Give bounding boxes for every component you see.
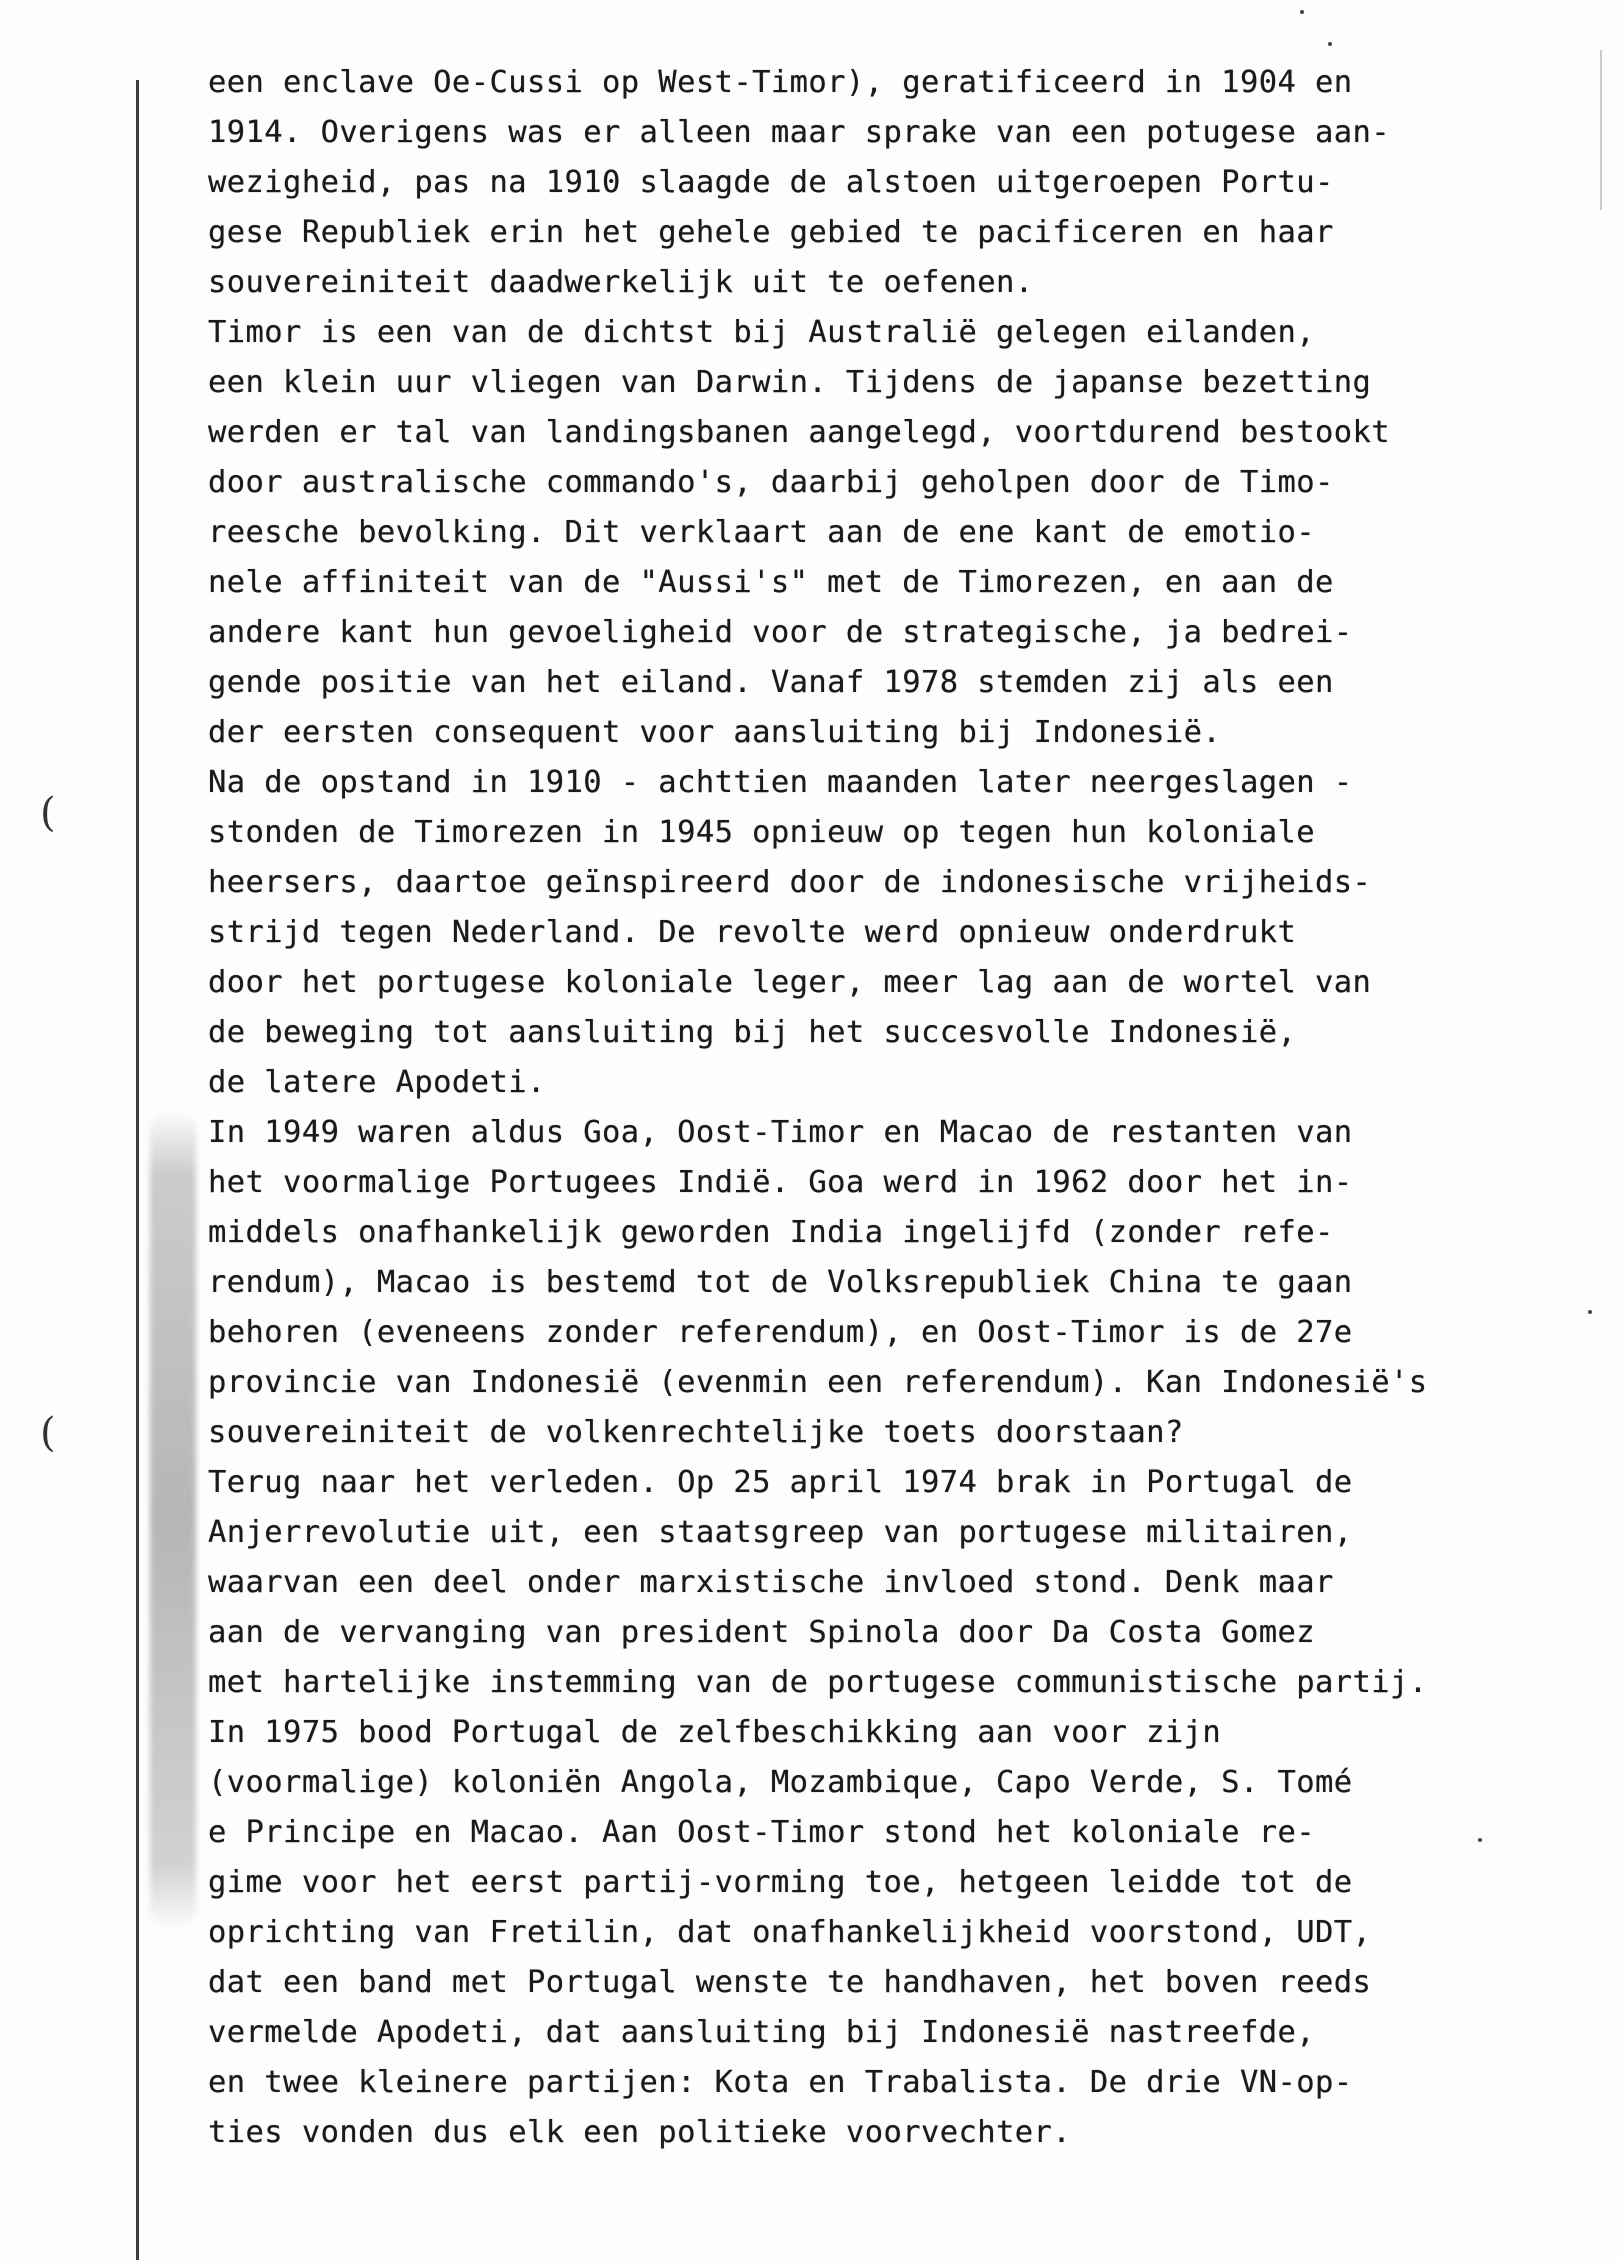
- text-line: door australische commando's, daarbij geholpen door de Timo-: [208, 465, 1334, 500]
- text-line: door het portugese koloniale leger, meer lag aan de wortel van: [208, 965, 1372, 1000]
- text-line: e Principe en Macao. Aan Oost-Timor stond het koloniale re-: [208, 1815, 1315, 1850]
- text-line: 1914. Overigens was er alleen maar sprake van een potugese aan-: [208, 115, 1391, 150]
- text-line: (voormalige) koloniën Angola, Mozambique, Capo Verde, S. Tomé: [208, 1765, 1353, 1800]
- text-line: souvereiniteit daadwerkelijk uit te oefenen.: [208, 265, 1034, 300]
- text-line: der eersten consequent voor aansluiting bij Indonesië.: [208, 715, 1222, 750]
- text-line: waarvan een deel onder marxistische invloed stond. Denk maar: [208, 1565, 1334, 1600]
- text-line: vermelde Apodeti, dat aansluiting bij Indonesië nastreefde,: [208, 2015, 1315, 2050]
- speck: [1328, 42, 1332, 46]
- text-line: met hartelijke instemming van de portugese communistische partij.: [208, 1665, 1428, 1700]
- left-margin-rule: [136, 80, 139, 2260]
- text-line: strijd tegen Nederland. De revolte werd opnieuw onderdrukt: [208, 915, 1297, 950]
- text-line: de latere Apodeti.: [208, 1065, 546, 1100]
- text-line: aan de vervanging van president Spinola door Da Costa Gomez: [208, 1615, 1315, 1650]
- ink-smudge: [150, 1110, 196, 1930]
- text-line: een klein uur vliegen van Darwin. Tijdens de japanse bezetting: [208, 365, 1372, 400]
- text-line: souvereiniteit de volkenrechtelijke toets doorstaan?: [208, 1415, 1184, 1450]
- text-line: stonden de Timorezen in 1945 opnieuw op tegen hun koloniale: [208, 815, 1315, 850]
- text-line: behoren (eveneens zonder referendum), en Oost-Timor is de 27e: [208, 1315, 1353, 1350]
- text-line: provincie van Indonesië (evenmin een referendum). Kan Indonesië's: [208, 1365, 1428, 1400]
- right-edge-mark: [1600, 50, 1602, 210]
- text-line: het voormalige Portugees Indië. Goa werd in 1962 door het in-: [208, 1165, 1353, 1200]
- text-line: andere kant hun gevoeligheid voor de strategische, ja bedrei-: [208, 615, 1353, 650]
- text-line: en twee kleinere partijen: Kota en Trabalista. De drie VN-op-: [208, 2065, 1353, 2100]
- text-line: Terug naar het verleden. Op 25 april 1974 brak in Portugal de: [208, 1465, 1353, 1500]
- text-line: wezigheid, pas na 1910 slaagde de alstoen uitgeroepen Portu-: [208, 165, 1334, 200]
- text-line: In 1975 bood Portugal de zelfbeschikking aan voor zijn: [208, 1715, 1222, 1750]
- text-line: reesche bevolking. Dit verklaart aan de ene kant de emotio-: [208, 515, 1315, 550]
- text-line: een enclave Oe-Cussi op West-Timor), geratificeerd in 1904 en: [208, 65, 1353, 100]
- text-line: Anjerrevolutie uit, een staatsgreep van portugese militairen,: [208, 1515, 1353, 1550]
- speck: [1588, 1310, 1592, 1314]
- speck: [1300, 10, 1304, 14]
- text-line: dat een band met Portugal wenste te handhaven, het boven reeds: [208, 1965, 1372, 2000]
- text-line: heersers, daartoe geïnspireerd door de indonesische vrijheids-: [208, 865, 1372, 900]
- text-line: oprichting van Fretilin, dat onafhankelijkheid voorstond, UDT,: [208, 1915, 1372, 1950]
- text-line: gende positie van het eiland. Vanaf 1978 stemden zij als een: [208, 665, 1334, 700]
- text-line: Timor is een van de dichtst bij Australië gelegen eilanden,: [208, 315, 1315, 350]
- text-line: gime voor het eerst partij-vorming toe, hetgeen leidde tot de: [208, 1865, 1353, 1900]
- text-line: middels onafhankelijk geworden India ingelijfd (zonder refe-: [208, 1215, 1334, 1250]
- text-line: In 1949 waren aldus Goa, Oost-Timor en Macao de restanten van: [208, 1115, 1353, 1150]
- text-line: rendum), Macao is bestemd tot de Volksrepubliek China te gaan: [208, 1265, 1353, 1300]
- text-line: Na de opstand in 1910 - achttien maanden later neergeslagen -: [208, 765, 1353, 800]
- text-line: werden er tal van landingsbanen aangelegd, voortdurend bestookt: [208, 415, 1391, 450]
- text-line: ties vonden dus elk een politieke voorvechter.: [208, 2115, 1072, 2150]
- margin-bracket-mark: (: [40, 790, 56, 836]
- margin-bracket-mark: (: [40, 1410, 56, 1456]
- text-line: de beweging tot aansluiting bij het succesvolle Indonesië,: [208, 1015, 1297, 1050]
- typed-body-text: [208, 58, 1578, 2158]
- text-line: gese Republiek erin het gehele gebied te pacificeren en haar: [208, 215, 1334, 250]
- text-line: nele affiniteit van de "Aussi's" met de Timorezen, en aan de: [208, 565, 1334, 600]
